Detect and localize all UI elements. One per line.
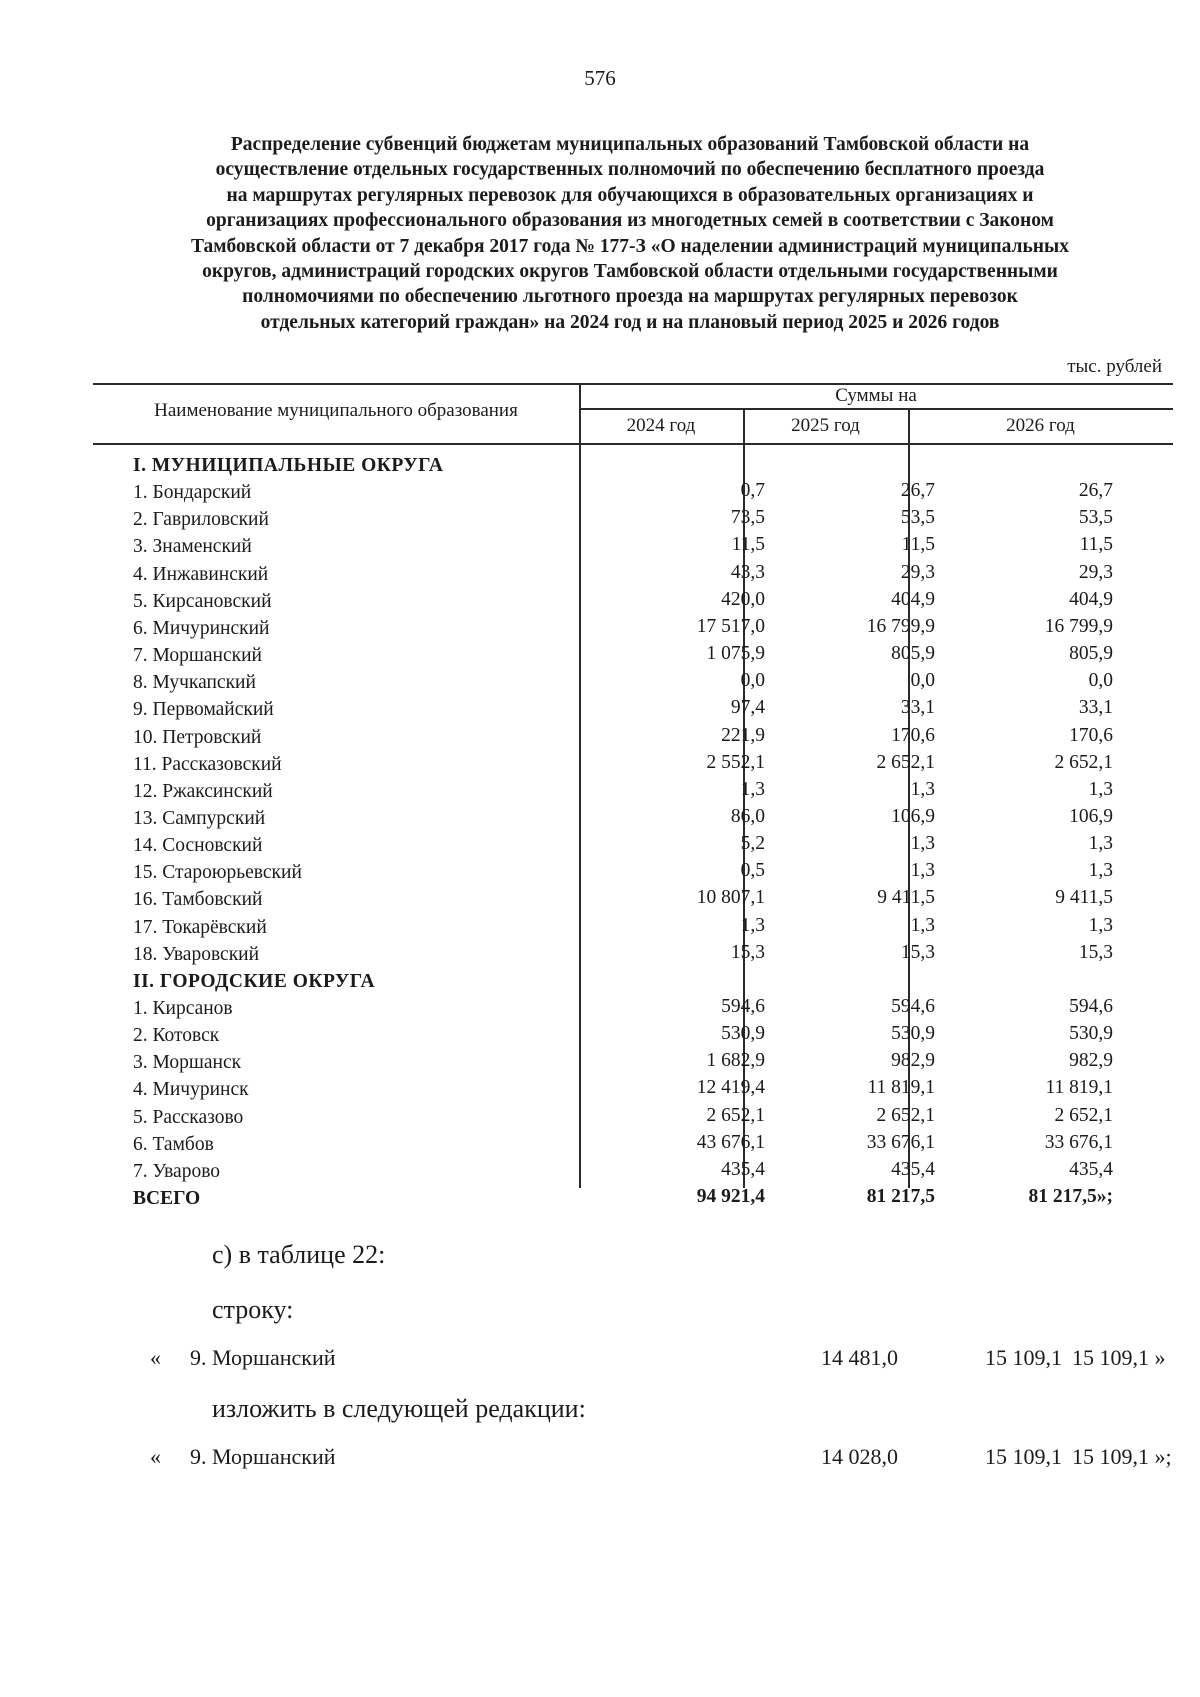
row-name: 3. Моршанск	[133, 1052, 242, 1074]
open-quote: «	[150, 1444, 161, 1469]
cell-2025: 33 676,1	[866, 1131, 935, 1153]
title-line: Распределение субвенций бюджетам муниципальных образований Тамбовской области на	[230, 134, 1030, 155]
row-name: 14. Сосновский	[133, 835, 263, 857]
header-name: Наименование муниципального образования	[154, 400, 518, 421]
cell-2024: 17 517,0	[696, 615, 765, 637]
row-name: 12. Ржаксинский	[133, 780, 273, 802]
cell-2025: 2 652,1	[876, 1104, 935, 1126]
row-name: 18. Уваровский	[133, 943, 260, 965]
cell-2025: 15,3	[900, 941, 935, 963]
title-line: полномочиями по обеспечению льготного проезда на маршрутах регулярных перевозок	[242, 286, 1018, 308]
cell-2025: 404,9	[891, 588, 935, 610]
cell-2025: 29,3	[900, 561, 935, 583]
row-name: 9. Первомайский	[133, 699, 274, 721]
new-row	[150, 1444, 1172, 1474]
cell-2026: 81 217,5»;	[1028, 1186, 1113, 1208]
cell-2025: 11 819,1	[867, 1077, 935, 1099]
cell-2025: 106,9	[891, 805, 935, 827]
cell-2024: 594,6	[721, 996, 765, 1017]
cell-2024: 1,3	[740, 914, 765, 936]
cell-2025: 33,1	[900, 697, 935, 719]
cell-2026: 404,9	[1069, 588, 1113, 610]
old-row	[150, 1345, 1166, 1375]
cell-2024: 11,5	[731, 534, 765, 556]
row-name: 17. Токарёвский	[133, 916, 267, 938]
cell-2024: 2 552,1	[706, 751, 765, 773]
cell-2024: 15,3	[730, 941, 765, 963]
cell-2026: 11,5	[1079, 534, 1113, 556]
cell-2026: 29,3	[1078, 561, 1113, 583]
cell-2026: 805,9	[1069, 643, 1113, 665]
cell-2024: 10 807,1	[696, 887, 765, 909]
row-name: 1. Кирсанов	[133, 998, 233, 1019]
row-name: 11. Рассказовский	[133, 753, 282, 775]
header-sums: Суммы на	[835, 385, 917, 406]
cell-2026: 982,9	[1069, 1050, 1113, 1072]
header-year-2026: 2026 год	[1006, 415, 1075, 436]
row-name: 13. Сампурский	[133, 807, 266, 829]
cell-2026: 15,3	[1078, 941, 1113, 963]
cell-2026: 1,3	[1088, 914, 1113, 936]
cell-2026: 530,9	[1069, 1023, 1113, 1045]
cell-2025: 594,6	[891, 996, 935, 1017]
cell-2026: 2 652,1	[1054, 751, 1113, 773]
cell-2026: 1,3	[1088, 860, 1113, 882]
cell-2025: 805,9	[891, 643, 935, 665]
table-reference: с) в таблице 22:	[212, 1240, 386, 1269]
cell-2024: 1 682,9	[706, 1050, 765, 1072]
row-name: 6. Тамбов	[133, 1133, 214, 1155]
subvention-table	[93, 383, 1173, 1210]
cell-2026: 26,7	[1078, 480, 1113, 502]
row-name: 4. Мичуринск	[133, 1079, 249, 1101]
cell-2026: 53,5	[1078, 507, 1113, 529]
cell-2026: 16 799,9	[1044, 615, 1113, 637]
cell-2025: 53,5	[900, 507, 935, 529]
unit-label: тыс. рублей	[1067, 356, 1162, 377]
cell-2024: 1 075,9	[706, 643, 765, 665]
cell-2025: 81 217,5	[866, 1186, 935, 1208]
cell-2024: 221,9	[721, 724, 765, 746]
cell-2024: 5,2	[740, 833, 765, 855]
cell-2024: 73,5	[730, 507, 765, 529]
cell-2025: 2 652,1	[876, 751, 935, 773]
total-row	[93, 1188, 1173, 1218]
cell-2025: 170,6	[891, 724, 935, 746]
row-name: ВСЕГО	[133, 1188, 201, 1210]
cell-2026: 11 819,1	[1045, 1077, 1113, 1099]
old-row-2024: 14 481,0	[821, 1345, 898, 1370]
row-name: 5. Кирсановский	[133, 590, 272, 612]
title-line: на маршрутах регулярных перевозок для обучающихся в образовательных организациях и	[226, 184, 1034, 206]
cell-2026: 33,1	[1078, 697, 1113, 719]
cell-2025: 16 799,9	[866, 615, 935, 637]
cell-2025: 1,3	[910, 833, 935, 855]
cell-2024: 94 921,4	[696, 1186, 765, 1208]
cell-2024: 0,7	[740, 480, 765, 502]
row-name: 5. Рассказово	[133, 1106, 244, 1128]
cell-2025: 1,3	[910, 778, 935, 800]
cell-2025: 9 411,5	[877, 887, 935, 909]
cell-2024: 435,4	[721, 1158, 765, 1180]
cell-2026: 170,6	[1069, 724, 1113, 746]
cell-2025: 11,5	[901, 534, 935, 556]
row-name: 1. Бондарский	[133, 482, 252, 504]
document-title	[110, 132, 1150, 335]
cell-2025: 1,3	[910, 914, 935, 936]
cell-2026: 2 652,1	[1054, 1104, 1113, 1126]
row-label: строку:	[212, 1295, 294, 1324]
instruction: изложить в следующей редакции:	[212, 1394, 586, 1423]
cell-2026: 1,3	[1088, 833, 1113, 855]
cell-2024: 97,4	[730, 697, 765, 719]
cell-2024: 420,0	[721, 588, 765, 610]
new-row-2025: 15 109,1	[985, 1444, 1062, 1469]
row-name: 8. Мучкапский	[133, 672, 256, 694]
cell-2025: 530,9	[891, 1023, 935, 1045]
header-year-2024: 2024 год	[626, 415, 696, 436]
title-line: Тамбовской области от 7 декабря 2017 года № 177-З «О наделении администраций муниципальных	[190, 235, 1070, 257]
cell-2026: 435,4	[1069, 1158, 1113, 1180]
row-name: 2. Гавриловский	[133, 509, 269, 531]
row-name: 7. Уварово	[133, 1160, 221, 1182]
cell-2026: 1,3	[1088, 778, 1113, 800]
cell-2024: 2 652,1	[706, 1104, 765, 1126]
cell-2024: 12 419,4	[696, 1077, 765, 1099]
cell-2024: 0,5	[740, 860, 765, 882]
page-number: 576	[584, 66, 616, 90]
sums-rule	[579, 408, 1173, 410]
cell-2025: 26,7	[900, 480, 935, 502]
old-row-2025: 15 109,1	[985, 1345, 1062, 1370]
cell-2025: 1,3	[910, 860, 935, 882]
row-name: II. ГОРОДСКИЕ ОКРУГА	[133, 970, 376, 992]
cell-2024: 530,9	[721, 1023, 765, 1045]
row-name: 3. Знаменский	[133, 536, 252, 558]
open-quote: «	[150, 1345, 161, 1370]
row-name: 7. Моршанский	[133, 645, 262, 667]
row-name: 16. Тамбовский	[133, 889, 263, 911]
title-line: организациях профессионального образования из многодетных семей в соответствии с Законом	[206, 210, 1054, 232]
row-name: 2. Котовск	[133, 1025, 220, 1047]
title-line: осуществление отдельных государственных полномочий по обеспечению бесплатного проезда	[215, 159, 1045, 181]
old-row-2026: 15 109,1 »	[1072, 1345, 1166, 1370]
cell-2026: 33 676,1	[1044, 1131, 1113, 1153]
header-year-2025: 2025 год	[791, 415, 860, 436]
row-name: 15. Староюрьевский	[133, 862, 302, 884]
new-row-2024: 14 028,0	[821, 1444, 898, 1469]
cell-2024: 0,0	[740, 670, 765, 692]
row-name: 4. Инжавинский	[133, 563, 269, 585]
cell-2024: 1,3	[740, 778, 765, 800]
table-row	[93, 941, 1173, 974]
new-row-name: 9. Моршанский	[190, 1444, 336, 1469]
cell-2026: 9 411,5	[1055, 887, 1113, 909]
new-row-2026: 15 109,1 »;	[1072, 1444, 1172, 1469]
cell-2025: 982,9	[891, 1050, 935, 1072]
cell-2024: 43,3	[730, 561, 765, 583]
cell-2024: 43 676,1	[696, 1131, 765, 1153]
cell-2026: 106,9	[1069, 805, 1113, 827]
row-name: 10. Петровский	[133, 726, 262, 748]
row-name: 6. Мичуринский	[133, 617, 270, 639]
title-line: отдельных категорий граждан» на 2024 год и на плановый период 2025 и 2026 годов	[260, 311, 1000, 333]
old-row-name: 9. Моршанский	[190, 1345, 336, 1370]
cell-2026: 0,0	[1088, 670, 1113, 692]
cell-2025: 0,0	[910, 670, 935, 692]
cell-2024: 86,0	[730, 805, 765, 827]
cell-2025: 435,4	[891, 1158, 935, 1180]
title-line: округов, администраций городских округов Тамбовской области отдельными государственными	[202, 261, 1058, 283]
cell-2026: 594,6	[1069, 996, 1113, 1017]
row-name: I. МУНИЦИПАЛЬНЫЕ ОКРУГА	[133, 455, 444, 476]
